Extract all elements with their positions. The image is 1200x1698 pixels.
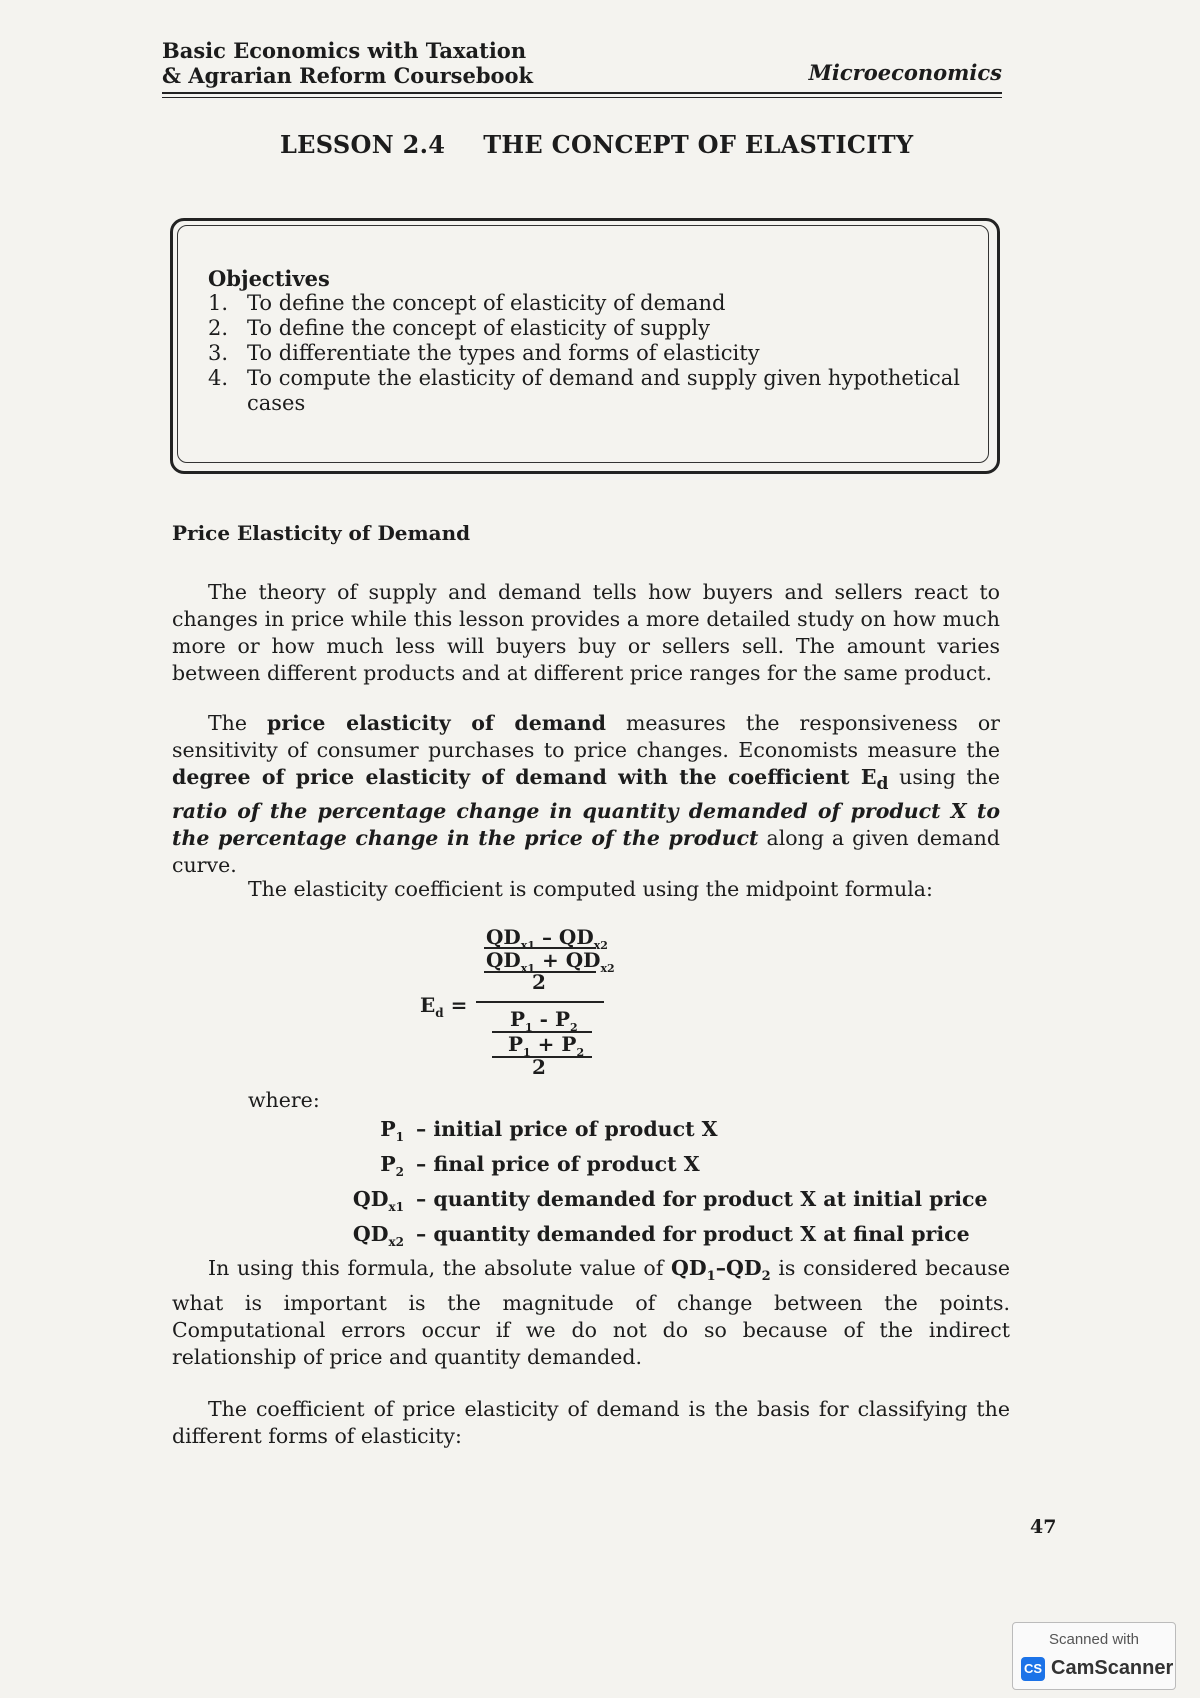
- f-qd2-sub: x2: [593, 939, 608, 952]
- lesson-name: THE CONCEPT OF ELASTICITY: [483, 130, 914, 159]
- objective-number: 3.: [208, 341, 229, 365]
- definition-symbol: [320, 1151, 416, 1186]
- f-qd2: QD: [558, 925, 594, 949]
- sym-text: P: [380, 1117, 396, 1141]
- formula-two-1: 2: [532, 970, 546, 994]
- f-p4: P: [561, 1032, 577, 1056]
- sym-sub: 1: [395, 1130, 404, 1145]
- definition-text: – quantity demanded for product X at final price: [416, 1222, 970, 1247]
- paragraph-3: The elasticity coefficient is computed using the midpoint formula:: [248, 877, 933, 901]
- formula-den-top: [510, 1007, 578, 1034]
- definition-text: – final price of product X: [416, 1152, 700, 1177]
- definition-row: [320, 1221, 988, 1256]
- variable-definitions: [320, 1116, 988, 1256]
- formula-two-2: 2: [532, 1055, 546, 1079]
- formula-main-bar: [476, 1001, 604, 1003]
- paragraph-5-text: The coefficient of price elasticity of demand is the basis for classifying the different forms of elasticity:: [172, 1397, 1010, 1448]
- f-p4-sub: 2: [576, 1046, 585, 1059]
- f-qd1: QD: [486, 925, 521, 949]
- camscanner-logo-icon: CS: [1021, 1657, 1045, 1681]
- sym-sub: 2: [395, 1165, 404, 1180]
- camscanner-name: CamScanner: [1051, 1657, 1174, 1679]
- f-qd4: QD: [565, 948, 601, 972]
- definition-row: [320, 1151, 988, 1186]
- sym-text: P: [380, 1152, 396, 1177]
- f-qd3: QD: [486, 948, 521, 972]
- section-heading: Price Elasticity of Demand: [172, 521, 471, 545]
- objective-item: [208, 341, 968, 366]
- f-p2-sub: 2: [570, 1021, 578, 1034]
- f-p3: P: [508, 1032, 524, 1056]
- camscanner-watermark: [1012, 1622, 1176, 1690]
- p2-text-e: using the: [888, 765, 1000, 789]
- sym-text: QD: [352, 1222, 389, 1247]
- objective-item: [208, 291, 968, 316]
- objective-number: 1.: [208, 291, 229, 315]
- definition-text: – quantity demanded for product X at initial price: [416, 1187, 988, 1212]
- f-p3-sub: 1: [523, 1046, 531, 1059]
- book-title-line1: Basic Economics with Taxation: [162, 38, 527, 63]
- p4-sub1: 1: [706, 1269, 716, 1285]
- header-rule: [162, 92, 1002, 94]
- header-rule-thin: [162, 97, 1002, 98]
- objective-text: To compute the elasticity of demand and supply given hypothetical cases: [247, 366, 960, 415]
- f-qd3-sub: x1: [520, 962, 535, 975]
- where-label: where:: [248, 1088, 320, 1112]
- book-title-line2: & Agrarian Reform Coursebook: [162, 63, 534, 88]
- sym-sub: x1: [388, 1200, 404, 1215]
- f-qd4-sub: x2: [600, 962, 615, 975]
- formula-lhs: [420, 993, 467, 1020]
- book-title: [162, 38, 533, 88]
- p4-text-b: is considered because what is important is the magnitude of change between the points. Computational errors occur if we do not do so because of the indirect relationship of price and quantity demanded.: [172, 1256, 1010, 1370]
- objective-number: 4.: [208, 366, 229, 390]
- formula-e-sub: d: [435, 1006, 444, 1020]
- p4-dash: –: [715, 1256, 726, 1280]
- objective-item: [208, 366, 968, 416]
- p4-qd2: QD: [725, 1256, 762, 1280]
- section-label: Microeconomics: [808, 60, 1002, 85]
- sym-sub: x2: [388, 1235, 404, 1250]
- f-pminus: -: [539, 1007, 548, 1031]
- formula-den-mid: [508, 1032, 584, 1059]
- paragraph-4: [172, 1255, 1010, 1371]
- definition-symbol: [320, 1221, 416, 1256]
- definition-text: – initial price of product X: [416, 1117, 718, 1141]
- paragraph-2: [172, 710, 1000, 879]
- p2-text-g: along a given demand curve.: [172, 826, 1000, 878]
- objective-text: To differentiate the types and forms of elasticity: [247, 341, 760, 365]
- p2-subscript: d: [876, 774, 889, 795]
- f-minus: –: [541, 925, 552, 949]
- p2-bold-term: price elasticity of demand: [267, 711, 606, 735]
- p2-text-a: The: [208, 711, 268, 735]
- definition-symbol: [320, 1186, 416, 1221]
- lesson-title: [280, 130, 913, 159]
- f-qd1-sub: x1: [520, 939, 535, 952]
- objective-item: [208, 316, 968, 341]
- p2-bold-italic-ratio: ratio of the percentage change in quantity demanded of product X to the percentage change in the price of the product: [172, 799, 1000, 851]
- midpoint-formula: [420, 925, 660, 1085]
- f-plus: +: [541, 948, 559, 972]
- f-plus-2: +: [537, 1032, 555, 1056]
- p4-sub2: 2: [761, 1269, 771, 1285]
- f-p2: P: [554, 1007, 570, 1031]
- definition-row: [320, 1116, 988, 1151]
- definition-symbol: [320, 1116, 416, 1151]
- objectives-heading: Objectives: [208, 266, 330, 291]
- objective-text: To define the concept of elasticity of supply: [247, 316, 710, 340]
- objectives-list: [208, 291, 968, 416]
- formula-equals: =: [450, 993, 468, 1017]
- p4-qd1: QD: [671, 1256, 707, 1280]
- scanned-with-text: Scanned with: [1048, 1631, 1140, 1648]
- f-p1: P: [510, 1007, 526, 1031]
- f-p1-sub: 1: [525, 1021, 533, 1034]
- objective-text: To define the concept of elasticity of demand: [247, 291, 726, 315]
- page-number: 47: [1030, 1516, 1057, 1538]
- sym-text: QD: [352, 1187, 389, 1212]
- definition-row: [320, 1186, 988, 1221]
- objective-number: 2.: [208, 316, 229, 340]
- p2-bold-degree: degree of price elasticity of demand with the coefficient E: [172, 765, 877, 789]
- formula-e: E: [420, 993, 436, 1017]
- paragraph-1: [172, 579, 1000, 687]
- p2-text-c: measures the responsiveness or sensitivity of consumer purchases to price changes. Economists measure the: [172, 711, 1000, 762]
- objectives-content: [208, 266, 968, 416]
- lesson-number: LESSON 2.4: [280, 130, 446, 159]
- paragraph-5: [172, 1396, 1010, 1450]
- p4-text-a: In using this formula, the absolute value of: [208, 1256, 672, 1280]
- paragraph-1-text: The theory of supply and demand tells how buyers and sellers react to changes in price while this lesson provides a more detailed study on how much more or how much less will buyers buy or sellers sell. The amount varies between different products and at different price ranges for the same product.: [172, 580, 1000, 685]
